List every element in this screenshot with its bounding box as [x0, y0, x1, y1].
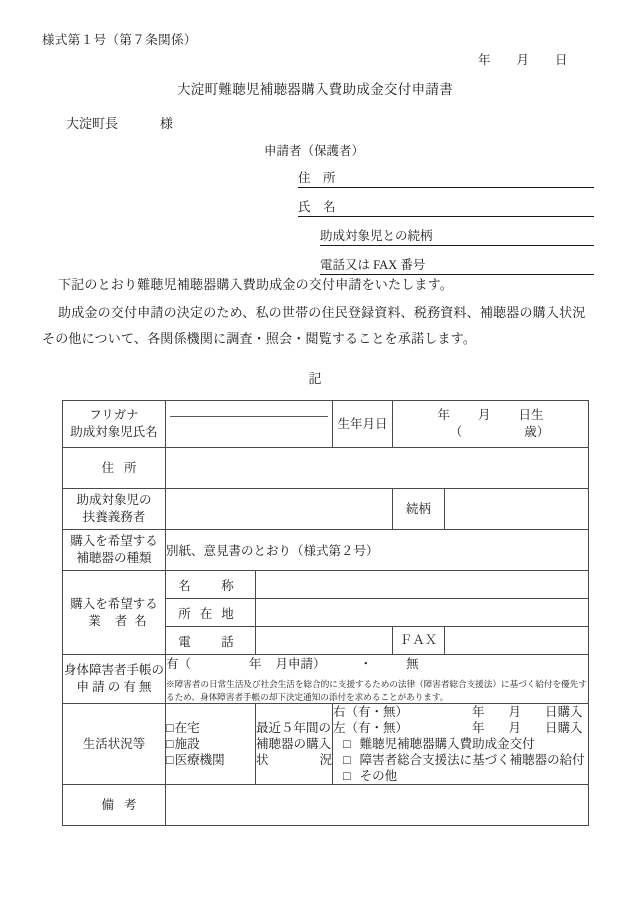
living-option-home[interactable] [166, 720, 255, 736]
table-row-address [63, 448, 589, 489]
purchase-history-right-month: 月 [508, 705, 522, 719]
checkbox-icon[interactable]: □ [166, 721, 174, 735]
device-type-label-cell [63, 530, 166, 571]
vendor-label-c: 名 [134, 613, 147, 628]
table-row-vendor-name [63, 571, 589, 599]
ki-mark: 記 [308, 371, 322, 386]
applicant-name-row [264, 197, 594, 217]
table-row-child-name [63, 401, 589, 448]
vendor-tel-label: 電 話 [166, 627, 256, 655]
vendor-fax-input[interactable] [445, 627, 589, 655]
supporter-relation-label: 続柄 [393, 489, 445, 530]
checkbox-icon[interactable]: □ [166, 753, 174, 767]
addressee-name: 大淀町長 [66, 116, 119, 131]
table-row-certificate [63, 655, 589, 704]
purchase-history-left-ear[interactable] [333, 720, 588, 736]
applicant-block [264, 141, 594, 275]
body-paragraph-2: 助成金の交付申請の決定のため、私の世帯の住民登録資料、税務資料、補聴器の購入状況その他について、各関係機関に調査・照会・閲覧することを承諾します。 [42, 305, 586, 346]
living-option-facility[interactable] [166, 736, 255, 752]
dob-year-label: 年 [437, 408, 450, 422]
certificate-cell[interactable] [166, 655, 589, 704]
page-title: 大淀町難聴児補聴器購入費助成金交付申請書 [177, 82, 453, 97]
certificate-month-apply-label: 月申請） [275, 657, 326, 671]
table-row-remarks [63, 785, 589, 826]
applicant-address-row [264, 168, 594, 188]
purchase-history-right-day: 日購入 [545, 705, 583, 719]
vendor-fax-label: ＦＡＸ [393, 627, 445, 655]
purchase-history-option-subsidy[interactable] [333, 736, 588, 752]
dob-age-unit: 歳） [524, 425, 550, 439]
addressee [66, 113, 173, 132]
vendor-label-cell [63, 571, 166, 655]
date-day-label: 日 [555, 53, 568, 67]
dob-month-label: 月 [478, 408, 491, 422]
remarks-label-1: 備 [101, 797, 124, 812]
remarks-label-2: 考 [124, 797, 137, 812]
vendor-name-input[interactable] [256, 571, 589, 599]
certificate-no-option[interactable]: 無 [406, 657, 419, 671]
vendor-address-label: 所在地 [166, 599, 256, 627]
applicant-name-input[interactable] [336, 201, 594, 217]
living-options-cell[interactable] [166, 704, 256, 785]
applicant-address-label: 住 所 [298, 168, 336, 188]
child-address-label [63, 448, 166, 489]
living-option-home-label: 在宅 [174, 721, 200, 735]
date-entry-line [478, 50, 568, 68]
date-year-label: 年 [478, 53, 491, 67]
purchase-history-left-day: 日購入 [545, 721, 583, 735]
child-name-label: 助成対象児氏名 [70, 425, 158, 439]
applicant-relation-row [264, 226, 594, 246]
purchase-history-option-support-law-label: 障害者総合支援法に基づく補聴器の給付 [359, 753, 585, 767]
certificate-label-line2: 申 請 の 有 無 [76, 680, 152, 694]
purchase-history-left-year: 年 [472, 721, 485, 735]
checkbox-icon[interactable]: □ [343, 753, 351, 767]
certificate-separator: ・ [359, 657, 373, 671]
purchase-history-label-line3 [256, 752, 332, 768]
purchase-history-option-other-label: その他 [359, 769, 398, 783]
supporter-label-cell [63, 489, 166, 530]
dob-ymd-line [393, 407, 588, 424]
vendor-name-label: 名 称 [166, 571, 256, 599]
applicant-relation-label: 助成対象児との続柄 [320, 226, 433, 246]
purchase-history-right-year: 年 [472, 705, 485, 719]
purchase-history-label-cell [256, 704, 333, 785]
vendor-label-line2 [63, 613, 165, 630]
applicant-contact-label: 電話又は FAX 番号 [320, 255, 425, 275]
table-row-device-type [63, 530, 589, 571]
child-address-input[interactable] [166, 448, 589, 489]
child-address-label-text: 住 [101, 460, 124, 475]
supporter-label-line1: 助成対象児の [76, 493, 152, 507]
certificate-label-line1: 身体障害者手帳の [63, 663, 164, 677]
dob-label: 生年月日 [333, 401, 393, 448]
device-type-label-line1: 購入を希望する [70, 534, 158, 548]
applicant-title: 申請者（保護者） [264, 144, 365, 158]
applicant-name-label: 氏 名 [298, 197, 336, 217]
dob-age-open: （ [449, 425, 463, 439]
remarks-label [63, 785, 166, 826]
vendor-tel-input[interactable] [256, 627, 393, 655]
date-month-label: 月 [516, 53, 530, 67]
living-option-medical-label: 医療機関 [174, 753, 225, 767]
purchase-history-option-subsidy-label: 難聴児補聴器購入費助成金交付 [359, 737, 535, 751]
device-type-value: 別紙、意見書のとおり（様式第２号） [166, 530, 589, 571]
vendor-label-a: 業 [88, 613, 108, 628]
checkbox-icon[interactable]: □ [166, 737, 174, 751]
certificate-note: ※障害者の日常生活及び社会生活を総合的に支援するための法律（障害者総合支援法）に基づく給付を優先するため、身体障害者手帳の却下決定通知の添付を求めることがあります。 [166, 679, 587, 702]
purchase-history-label-3b: 況 [319, 753, 332, 767]
living-situation-label: 生活状況等 [63, 704, 166, 785]
supporter-label-line2: 扶養義務者 [82, 510, 146, 524]
purchase-history-label-line2: 補聴器の購入 [256, 737, 332, 751]
application-detail-table [62, 400, 589, 826]
certificate-year-label: 年 [249, 657, 262, 671]
device-type-label-line2: 補聴器の種類 [76, 551, 152, 565]
furigana-label: フリガナ [89, 408, 139, 422]
checkbox-icon[interactable]: □ [343, 769, 351, 783]
certificate-yes-option[interactable]: 有（ [166, 657, 192, 671]
certificate-choice-line[interactable] [166, 655, 588, 674]
dob-input[interactable] [393, 401, 589, 448]
supporter-relation-input[interactable] [445, 489, 589, 530]
purchase-history-left-month: 月 [508, 721, 522, 735]
living-option-facility-label: 施設 [174, 737, 200, 751]
vendor-label-line1: 購入を希望する [70, 596, 158, 611]
addressee-honorific: 様 [160, 116, 174, 131]
checkbox-icon[interactable]: □ [343, 737, 351, 751]
purchase-history-cell[interactable] [333, 704, 589, 785]
purchase-history-option-other[interactable] [333, 768, 588, 784]
purchase-history-left-label[interactable]: 左（有・無） [333, 721, 409, 735]
supporter-name-input[interactable] [166, 489, 393, 530]
dob-day-label: 日生 [518, 408, 544, 422]
furigana-divider [170, 416, 328, 417]
vendor-address-input[interactable] [256, 599, 589, 627]
form-code: 様式第１号（第７条関係） [42, 33, 197, 47]
table-row-living-situation [63, 704, 589, 785]
remarks-input[interactable] [166, 785, 589, 826]
applicant-relation-input[interactable] [433, 230, 594, 246]
applicant-address-input[interactable] [336, 172, 594, 188]
purchase-history-right-ear[interactable] [333, 704, 588, 720]
body-paragraph-1: 下記のとおり難聴児補聴器購入費助成金の交付申請をいたします。 [58, 277, 453, 292]
certificate-label-cell [63, 655, 166, 704]
purchase-history-right-label[interactable]: 右（有・無） [333, 705, 409, 719]
child-address-label-text2: 所 [124, 460, 137, 475]
child-name-label-cell [63, 401, 166, 448]
child-name-input[interactable] [166, 401, 333, 448]
table-row-supporter [63, 489, 589, 530]
living-option-medical[interactable] [166, 752, 255, 768]
purchase-history-label-line1: 最近５年間の [256, 721, 332, 735]
vendor-label-b: 者 [114, 613, 135, 628]
dob-age-line [393, 424, 588, 441]
purchase-history-option-support-law[interactable] [333, 752, 588, 768]
purchase-history-label-3a: 状 [256, 753, 269, 767]
